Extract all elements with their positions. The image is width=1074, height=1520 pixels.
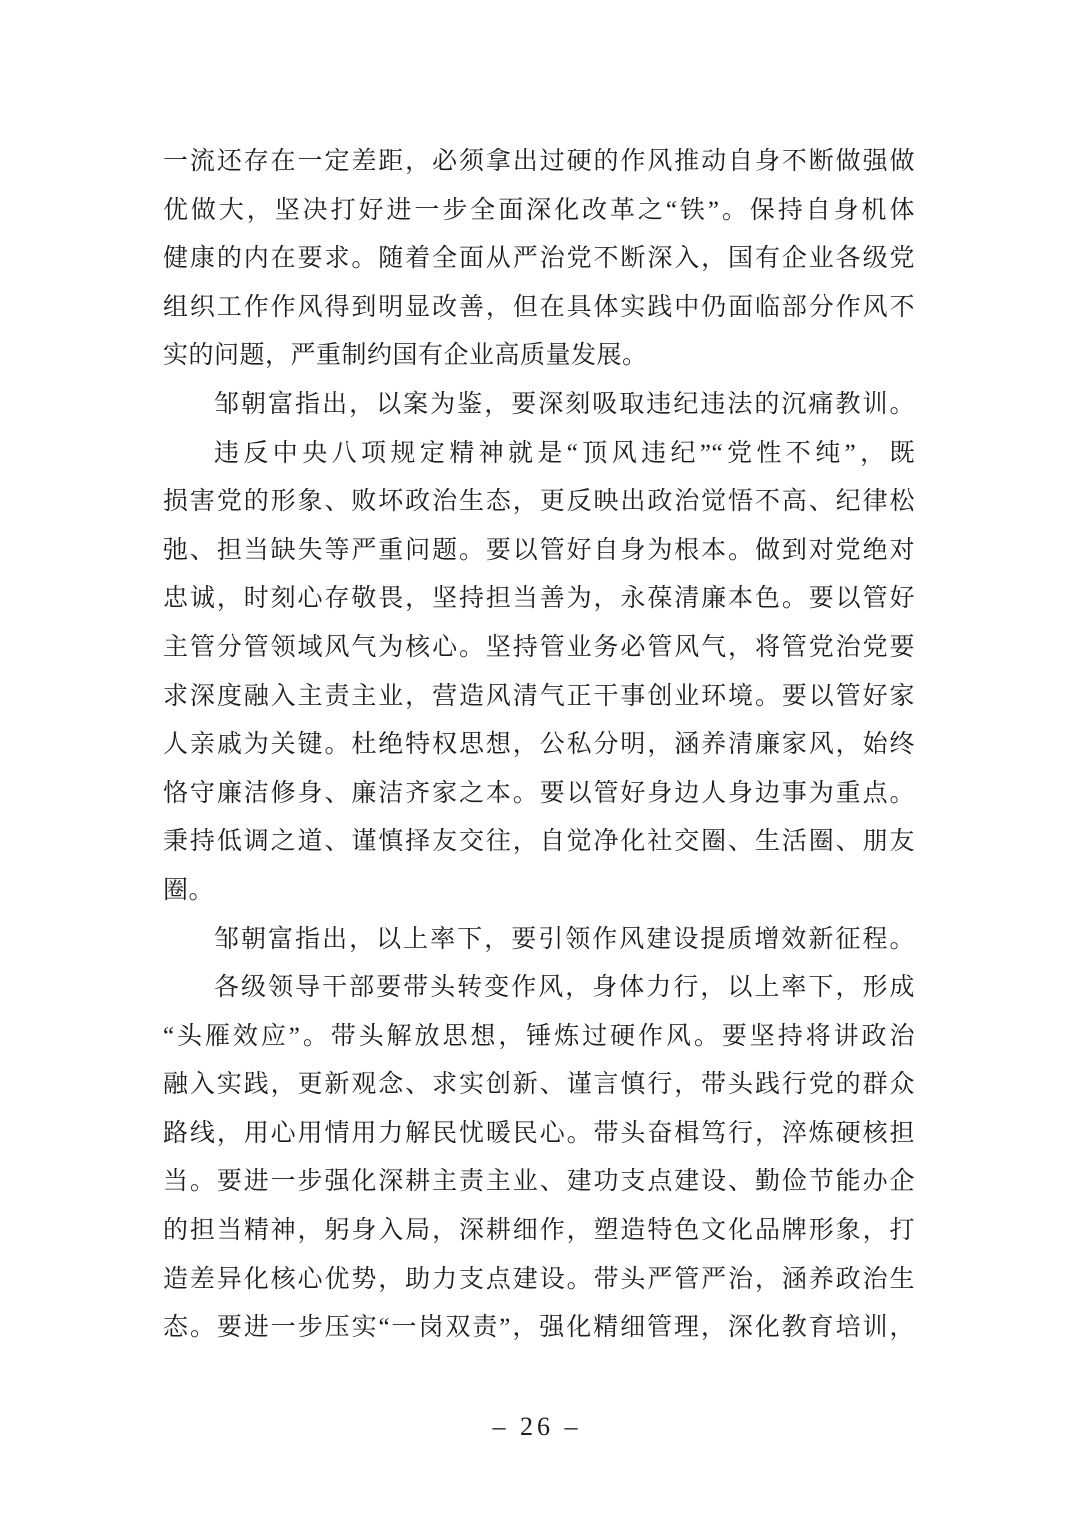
text-line: 当。要进一步强化深耕主责主业、建功支点建设、勤俭节能办企 <box>163 1168 915 1196</box>
text-line: 求深度融入主责主业，营造风清气正干事创业环境。要以管好家 <box>163 682 915 710</box>
text-line: 造差异化核心优势，助力支点建设。带头严管严治，涵养政治生 <box>163 1265 915 1293</box>
text-line: 一流还存在一定差距，必须拿出过硬的作风推动自身不断做强做 <box>163 148 915 175</box>
text-line: 路线，用心用情用力解民忧暖民心。带头奋楫笃行，淬炼硬核担 <box>163 1119 915 1147</box>
document-body <box>163 138 915 1353</box>
text-line: 组织工作作风得到明显改善，但在具体实践中仍面临部分作风不 <box>163 293 915 321</box>
text-line: 融入实践，更新观念、求实创新、谨言慎行，带头践行党的群众 <box>163 1071 915 1099</box>
text-line: 邹朝富指出，以上率下，要引领作风建设提质增效新征程。 <box>214 925 915 953</box>
text-line: 邹朝富指出，以案为鉴，要深刻吸取违纪违法的沉痛教训。 <box>214 390 915 418</box>
text-line: 的担当精神，躬身入局，深耕细作，塑造特色文化品牌形象，打 <box>163 1217 915 1245</box>
text-line: 优做大，坚决打好进一步全面深化改革之“铁”。保持自身机体 <box>163 196 915 224</box>
text-line: 忠诚，时刻心存敬畏，坚持担当善为，永葆清廉本色。要以管好 <box>163 585 915 613</box>
text-line: 健康的内在要求。随着全面从严治党不断深入，国有企业各级党 <box>163 245 915 273</box>
page-number: – 26 – <box>492 1412 582 1441</box>
text-line: 人亲戚为关键。杜绝特权思想，公私分明，涵养清廉家风，始终 <box>163 731 915 759</box>
text-line: 各级领导干部要带头转变作风，身体力行，以上率下，形成 <box>214 974 915 1002</box>
text-line: 违反中央八项规定精神就是“顶风违纪”“党性不纯”，既 <box>214 439 915 467</box>
text-line: 实的问题，严重制约国有企业高质量发展。 <box>163 342 648 370</box>
text-line: 圈。 <box>163 876 215 904</box>
text-line: 主管分管领域风气为核心。坚持管业务必管风气，将管党治党要 <box>163 633 915 661</box>
text-line: 态。要进一步压实“一岗双责”，强化精细管理，深化教育培训， <box>163 1314 915 1342</box>
text-line: “头雁效应”。带头解放思想，锤炼过硬作风。要坚持将讲政治 <box>163 1022 915 1050</box>
text-line: 弛、担当缺失等严重问题。要以管好自身为根本。做到对党绝对 <box>163 536 915 564</box>
text-line: 损害党的形象、败坏政治生态，更反映出政治觉悟不高、纪律松 <box>163 488 915 516</box>
text-line: 秉持低调之道、谨慎择友交往，自觉净化社交圈、生活圈、朋友 <box>163 828 915 856</box>
text-line: 恪守廉洁修身、廉洁齐家之本。要以管好身边人身边事为重点。 <box>163 779 915 807</box>
